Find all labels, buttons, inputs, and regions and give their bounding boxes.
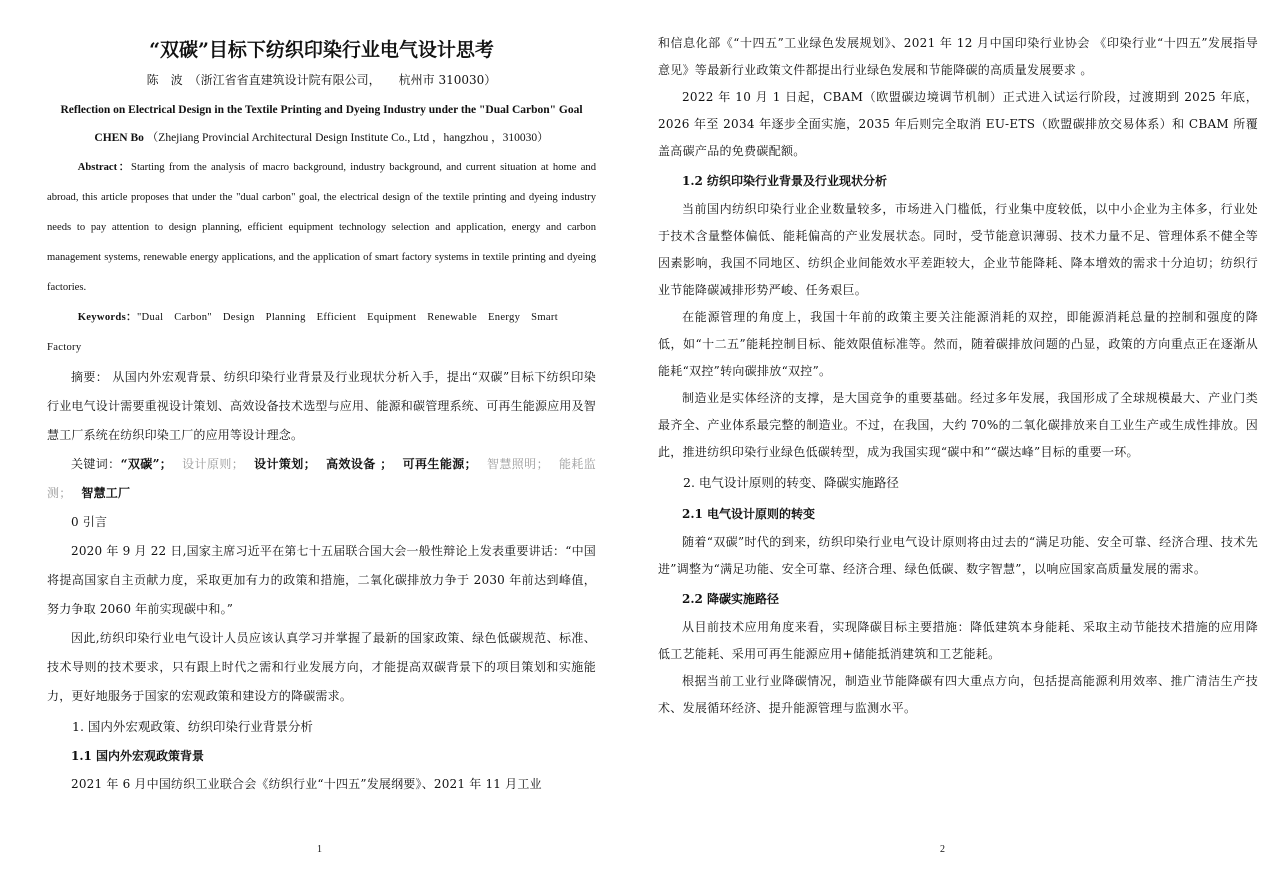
section-1-1-paragraph: 2021 年 6 月中国纺织工业联合会《纺织行业“十四五”发展纲要》、2021 年 11 月工业 bbox=[71, 777, 542, 791]
section-1-2-paragraph-3: 制造业是实体经济的支撑，是大国竞争的重要基础。经过多年发展，我国形成了全球规模最大、产业门类最齐全、产业体系最完整的制造业。不过，在我国，大约 70%的二氧化碳排放来自工业生产或生成性排放。因此，推进纺织印染行业绿色低碳转型，成为我国实现“碳中和”“碳达峰”目标的重要一环。 bbox=[658, 391, 1258, 459]
section-2-heading: 2. 电气设计原则的转变、降碳实施路径 bbox=[683, 475, 899, 490]
cbam-paragraph: 2022 年 10 月 1 日起，CBAM（欧盟碳边境调节机制）正式进入试运行阶段，过渡期到 2025 年底，2026 年至 2034 年逐步全面实施，2035 年后则完全取消 EU-ETS（欧盟碳排放交易体系）和 CBAM 所覆盖高碳产品的免费碳配额。 bbox=[658, 90, 1258, 158]
paper-title-en: Reflection on Electrical Design in the Textile Printing and Dyeing Industry under the "Dual Carbon" Goal bbox=[60, 104, 583, 116]
author-en-name: CHEN Bo bbox=[94, 132, 144, 144]
section-2-2-paragraph-1: 从目前技术应用角度来看，实现降碳目标主要措施：降低建筑本身能耗、采取主动节能技术措施的应用降低工艺能耗、采用可再生能源应用+储能抵消建筑和工艺能耗。 bbox=[658, 620, 1258, 661]
authors-cn: 陈 波 （浙江省省直建筑设计院有限公司， 杭州市 310030） bbox=[146, 73, 497, 87]
page-number-1: 1 bbox=[317, 844, 322, 855]
section-1-1-heading: 1.1 国内外宏观政策背景 bbox=[71, 749, 205, 763]
section-1-2-heading: 1.2 纺织印染行业背景及行业现状分析 bbox=[682, 174, 888, 188]
page-right bbox=[640, 0, 1280, 888]
section-2-2-heading: 2.2 降碳实施路径 bbox=[682, 592, 780, 606]
keyword-cn: 设计策划； bbox=[253, 457, 316, 471]
keyword-cn: 智慧照明； bbox=[486, 457, 549, 471]
abstract-en-text: Starting from the analysis of macro background, industry background, and current situation at home and abroad, this article proposes that under the "dual carbon" goal, the electrical design of the textile printing and dyeing industry needs to pay attention to design planning, efficient equipment technology selection and application, energy and carbon management systems, renewable energy applications, and the application of smart factory systems in textile printing and dyeing factories. bbox=[47, 162, 596, 293]
keywords-cn-label: 关键词： bbox=[71, 457, 121, 471]
section-1-2-paragraph-2: 在能源管理的角度上，我国十年前的政策主要关注能源消耗的双控，即能源消耗总量的控制和强度的降低，如“十二五”能耗控制目标、能效限值标准等。然而，随着碳排放问题的凸显，政策的方向重点正在逐渐从能耗“双控”转向碳排放“双控”。 bbox=[658, 310, 1258, 378]
section-1-2-paragraph-1: 当前国内纺织印染行业企业数量较多，市场进入门槛低，行业集中度较低，以中小企业为主体多，行业处于技术含量整体偏低、能耗偏高的产业发展状态。同时，受节能意识薄弱、技术力量不足、管理体系不健全等因素影响，我国不同地区、纺织企业间能效水平差距较大，企业节能降耗、降本增效的需求十分迫切；纺织行业节能降碳减排形势严峻、任务艰巨。 bbox=[658, 202, 1258, 297]
intro-heading: 0 引言 bbox=[71, 515, 108, 529]
keyword-cn: “双碳”； bbox=[120, 457, 172, 471]
intro-paragraph-1: 2020 年 9 月 22 日,国家主席习近平在第七十五届联合国大会一般性辩论上发表重要讲话：“中国将提高国家自主贡献力度，采取更加有力的政策和措施，二氧化碳排放力争于 2030 年前达到峰值，努力争取 2060 年前实现碳中和。” bbox=[47, 544, 596, 616]
keyword-cn: 高效设备 ； bbox=[325, 457, 393, 471]
keywords-cn-list bbox=[47, 457, 596, 500]
keyword-cn: 设计原则； bbox=[181, 457, 244, 471]
abstract-en-label: Abstract： bbox=[77, 162, 132, 173]
section-2-1-heading: 2.1 电气设计原则的转变 bbox=[682, 507, 816, 521]
paper-title: “双碳”目标下纺织印染行业电气设计思考 bbox=[149, 39, 494, 61]
author-en bbox=[47, 125, 596, 151]
abstract-cn: 摘要： 从国内外宏观背景、纺织印染行业背景及行业现状分析入手，提出“双碳”目标下纺织印染行业电气设计需要重视设计策划、高效设备技术选型与应用、能源和碳管理系统、可再生能源应用及智慧工厂系统在纺织印染工厂的应用等设计理念。 bbox=[47, 370, 597, 442]
author-en-affiliation: （Zhejiang Provincial Architectural Design Institute Co., Ltd ，hangzhou ，310030） bbox=[146, 132, 549, 144]
keywords-cn bbox=[47, 450, 596, 508]
page-number-2: 2 bbox=[940, 844, 945, 855]
keywords-en-label: Keywords： bbox=[77, 312, 137, 323]
keywords-en-text: "Dual Carbon" Design Planning Efficient Equipment Renewable Energy Smart Factory bbox=[47, 312, 558, 353]
section-1-heading: 1. 国内外宏观政策、纺织印染行业背景分析 bbox=[72, 719, 313, 734]
keyword-cn: 能耗监测； bbox=[47, 457, 596, 500]
continued-paragraph: 和信息化部《“十四五”工业绿色发展规划》、2021 年 12 月中国印染行业协会 《印染行业“十四五”发展指导意见》等最新行业政策文件都提出行业绿色发展和节能降碳的高质量发展要求 。 bbox=[658, 36, 1258, 77]
abstract-en bbox=[47, 153, 596, 303]
section-2-1-paragraph: 随着“双碳”时代的到来，纺织印染行业电气设计原则将由过去的“满足功能、安全可靠、经济合理、技术先进”调整为“满足功能、安全可靠、经济合理、绿色低碳、数字智慧”，以响应国家高质量发展的需求。 bbox=[658, 535, 1258, 576]
keyword-cn: 智慧工厂 bbox=[81, 486, 131, 500]
intro-paragraph-2: 因此,纺织印染行业电气设计人员应该认真学习并掌握了最新的国家政策、绿色低碳规范、标准、技术导则的技术要求，只有跟上时代之需和行业发展方向，才能提高双碳背景下的项目策划和实施能力，更好地服务于国家的宏观政策和建设方的降碳需求。 bbox=[47, 631, 596, 703]
keywords-en bbox=[47, 303, 596, 363]
section-2-2-paragraph-2: 根据当前工业行业降碳情况，制造业节能降碳有四大重点方向，包括提高能源利用效率、推广清洁生产技术、发展循环经济、提升能源管理与监测水平。 bbox=[658, 674, 1258, 715]
keyword-cn: 可再生能源； bbox=[402, 457, 477, 471]
